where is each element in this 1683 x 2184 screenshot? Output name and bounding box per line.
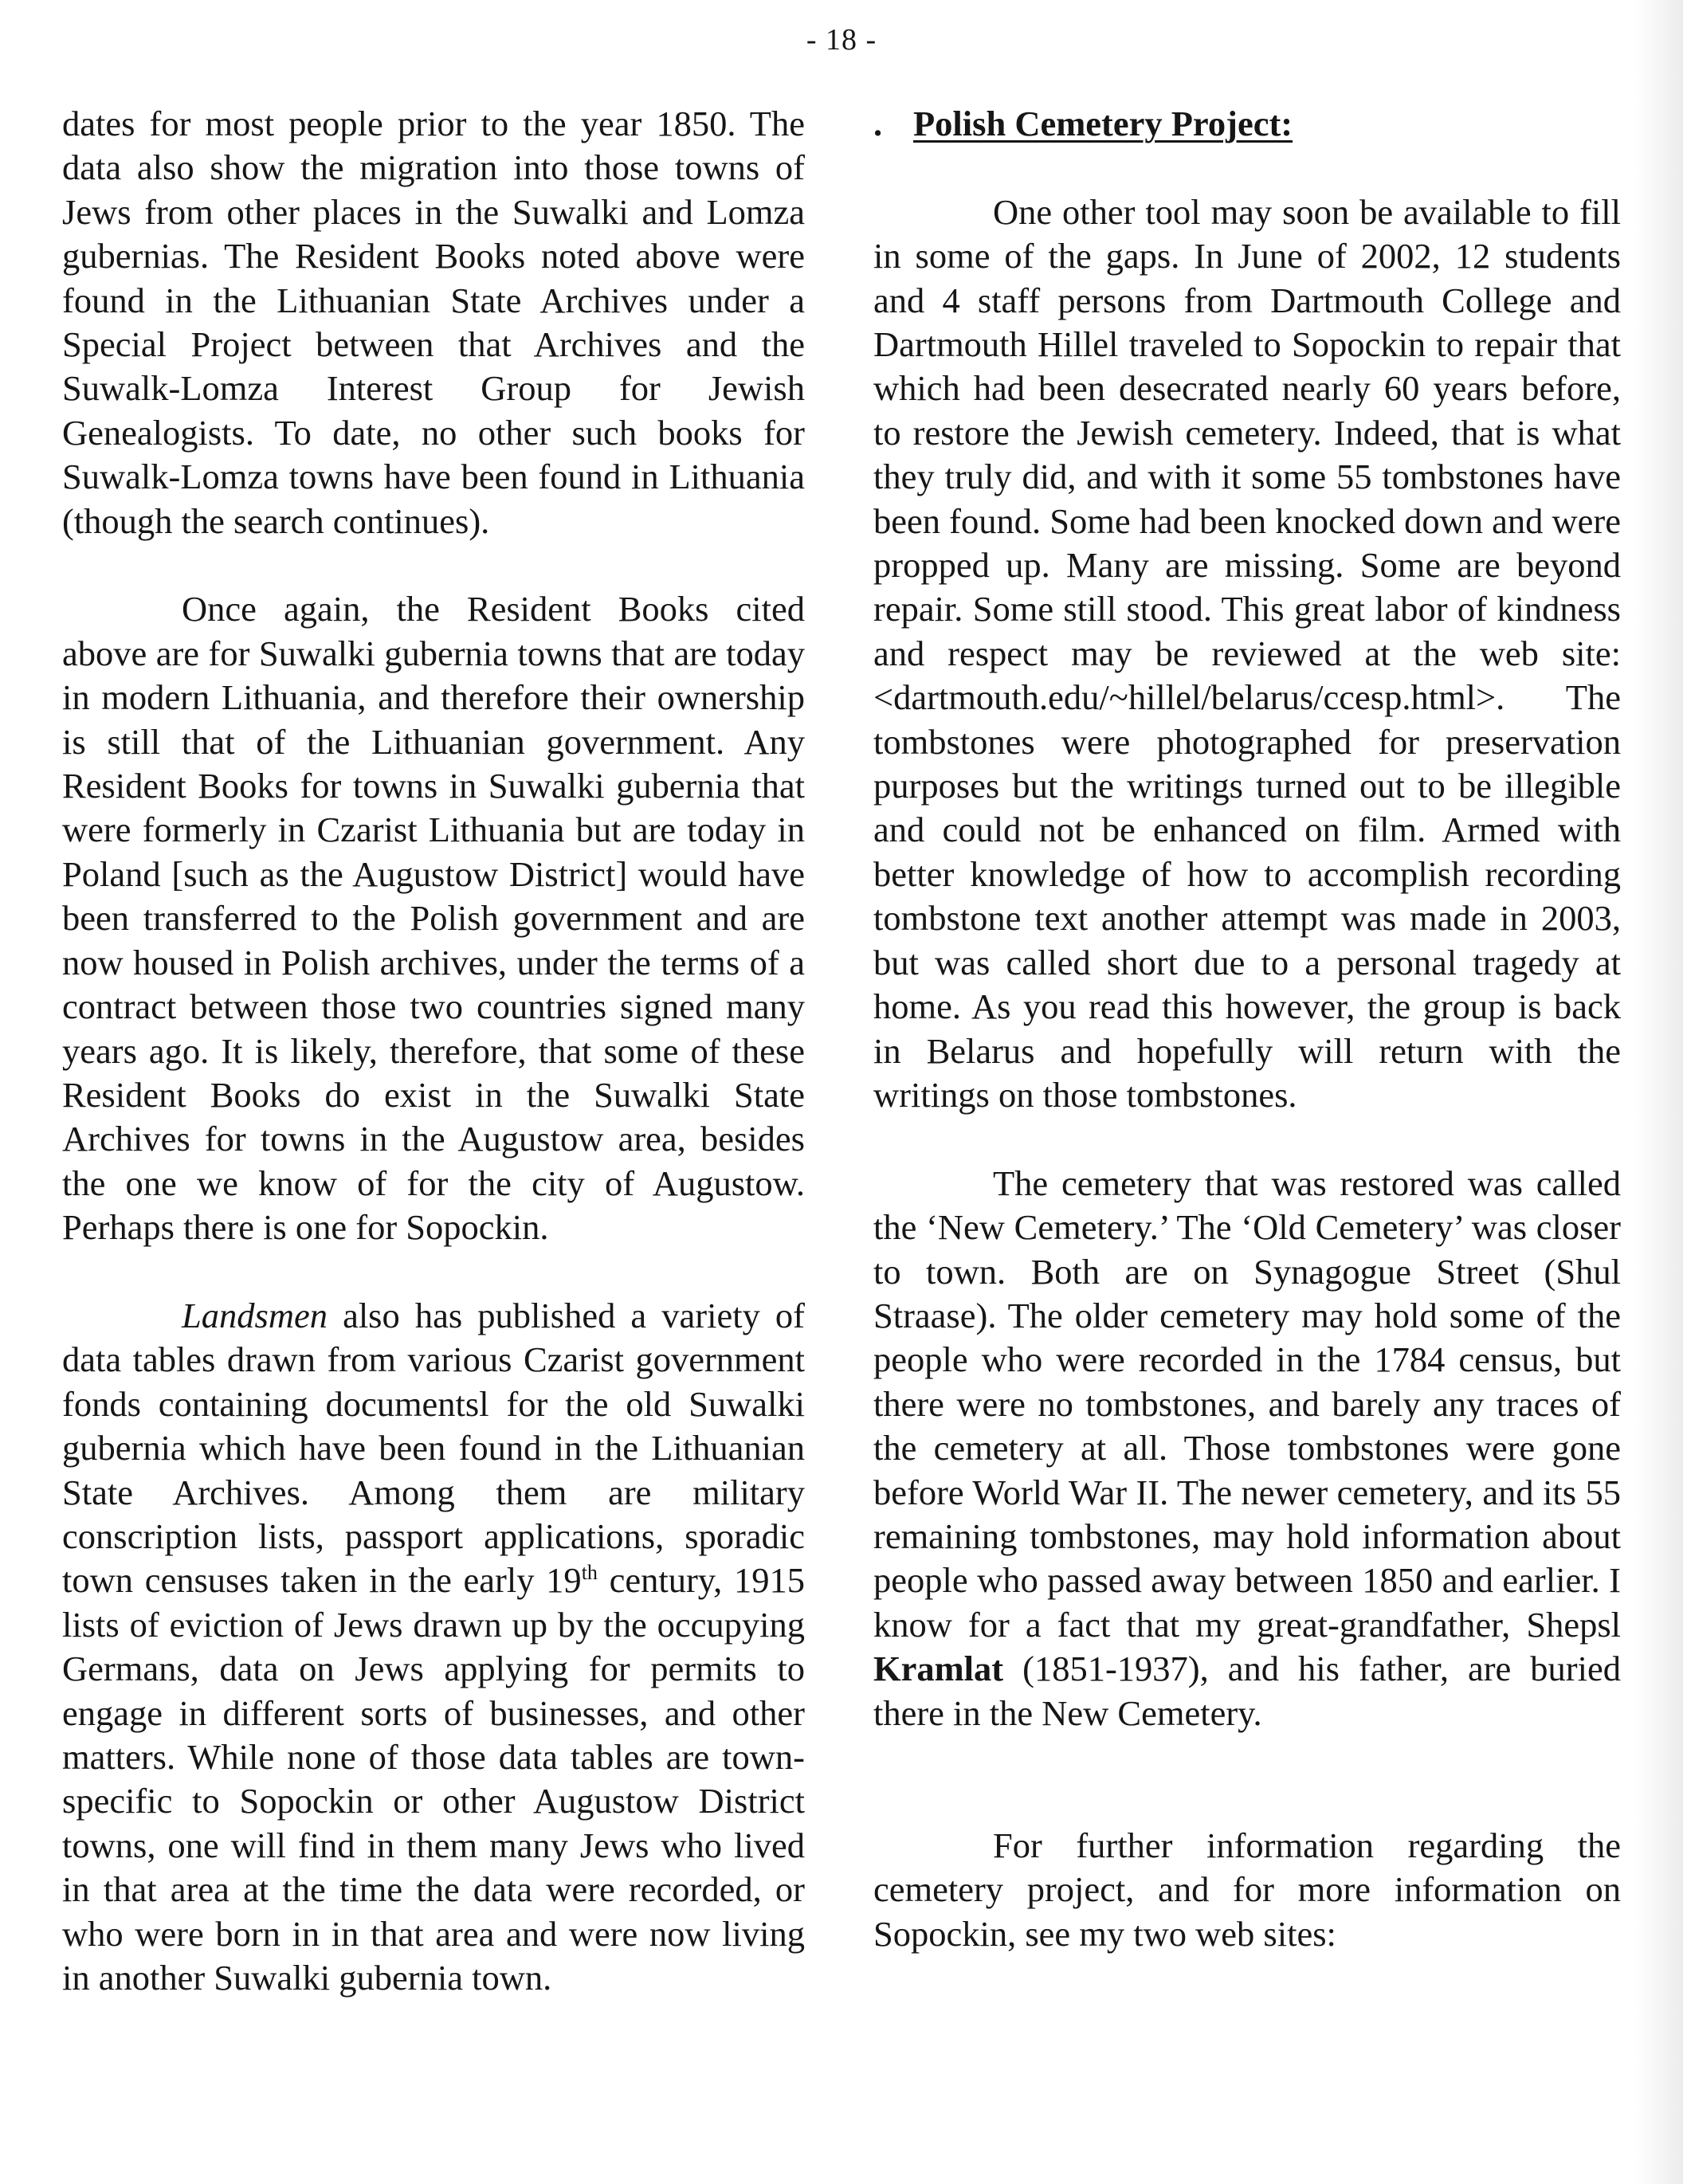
page-number: - 18 -	[806, 23, 877, 57]
paragraph-text-part: The cemetery that was restored was called the ‘New Cemetery.’ The ‘Old Cemetery’ was closer to town. Both are on Synagogue Street (Shul Straase). The older cemetery may hold some of the people who were recorded in the 1784 census, but there were no tombstones, and barely any traces of the cemetery at all. Those tombstones were gone before World War II. The newer cemetery, and its 55 remaining tombstones, may hold information about people who passed away between 1850 and earlier. I know for a fact that my great-grandfather, Shepsl	[873, 1163, 1621, 1645]
paragraph-resident-books-ownership: Once again, the Resident Books cited above are for Suwalki gubernia towns that are today in modern Lithuania, and therefore their ownership is still that of the Lithuanian government. Any Resident Books for towns in Suwalki gubernia that were formerly in Czarist Lithuania but are today in Poland [such as the Augustow District] would have been transferred to the Polish government and are now housed in Polish archives, under the terms of a contract between those two countries signed many years ago. It is likely, therefore, that some of these Resident Books do exist in the Suwalki State Archives for towns in the Augustow area, besides the one we know of for the city of Augustow. Perhaps there is one for Sopockin.	[62, 589, 805, 1248]
paragraph-resident-books-intro: dates for most people prior to the year 1850. The data also show the migration into those towns of Jews from other places in the Suwalki and Lomza gubernias. The Resident Books noted above were found in the Lithuanian State Archives under a Special Project between that Archives and the Suwalk-Lomza Interest Group for Jewish Genealogists. To date, no other such books for Suwalk-Lomza towns have been found in Lithuania (though the search continues).	[62, 104, 805, 541]
paragraph-gap	[873, 1779, 1621, 1823]
paragraph-gap	[62, 543, 805, 587]
paragraph-gap	[873, 146, 1621, 190]
publication-title-landsmen: Landsmen	[182, 1295, 328, 1335]
surname-kramlat: Kramlat	[873, 1649, 1004, 1689]
scan-edge-shadow	[1635, 0, 1683, 2184]
paragraph-gap	[873, 1735, 1621, 1779]
paragraph-gap	[62, 1250, 805, 1294]
section-heading	[873, 102, 1621, 146]
paragraph-text-part: century, 1915 lists of eviction of Jews drawn up by the occupying Germans, data on Jews applying for permits to engage in different sorts of businesses, and other matters. While none of those data tables are town- specific to Sopockin or other Augustow District towns, one will find in them many Jews who lived in that area at the time the data were recorded, or who were born in in that area and were now living in another Suwalki gubernia town.	[62, 1560, 805, 1998]
section-heading-title: Polish Cemetery Project:	[913, 104, 1293, 143]
paragraph-new-and-old-cemetery	[873, 1162, 1621, 1735]
paragraph-text-part: also has published a variety of data tables drawn from various Czarist government fonds containing documentsl for the old Suwalki gubernia which have been found in the Lithuanian State Archives. Among them are military conscription lists, passport applications, sporadic town censuses taken in the early 19	[62, 1295, 805, 1601]
heading-bullet: .	[873, 104, 883, 143]
paragraph-landsmen-data-tables	[62, 1294, 805, 2001]
right-column	[873, 102, 1621, 1956]
paragraph-gap	[873, 1117, 1621, 1161]
paragraph-text-part: (1851-1937), and his father, are buried there in the New Cemetery.	[873, 1649, 1621, 1733]
left-column	[62, 102, 805, 2000]
paragraph-further-information: For further information regarding the cemetery project, and for more information on Sopockin, see my two web sites:	[873, 1825, 1621, 1954]
ordinal-superscript: th	[581, 1561, 598, 1585]
paragraph-cemetery-restoration: One other tool may soon be available to fill in some of the gaps. In June of 2002, 12 students and 4 staff persons from Dartmouth College and Dartmouth Hillel traveled to Sopockin to repair that which had been desecrated nearly 60 years before, to restore the Jewish cemetery. Indeed, that is what they truly did, and with it some 55 tombstones have been found. Some had been knocked down and were propped up. Many are missing. Some are beyond repair. Some still stood. This great labor of kindness and respect may be reviewed at the web site: <dartmouth.edu/~hillel/belarus/ccesp.html>. The tombstones were photographed for preservation purposes but the writings turned out to be illegible and could not be enhanced on film. Armed with better knowledge of how to accomplish recording tombstone text another attempt was made in 2003, but was called short due to a personal tragedy at home. As you read this however, the group is back in Belarus and hopefully will return with the writings on those tombstones.	[873, 191, 1621, 1115]
